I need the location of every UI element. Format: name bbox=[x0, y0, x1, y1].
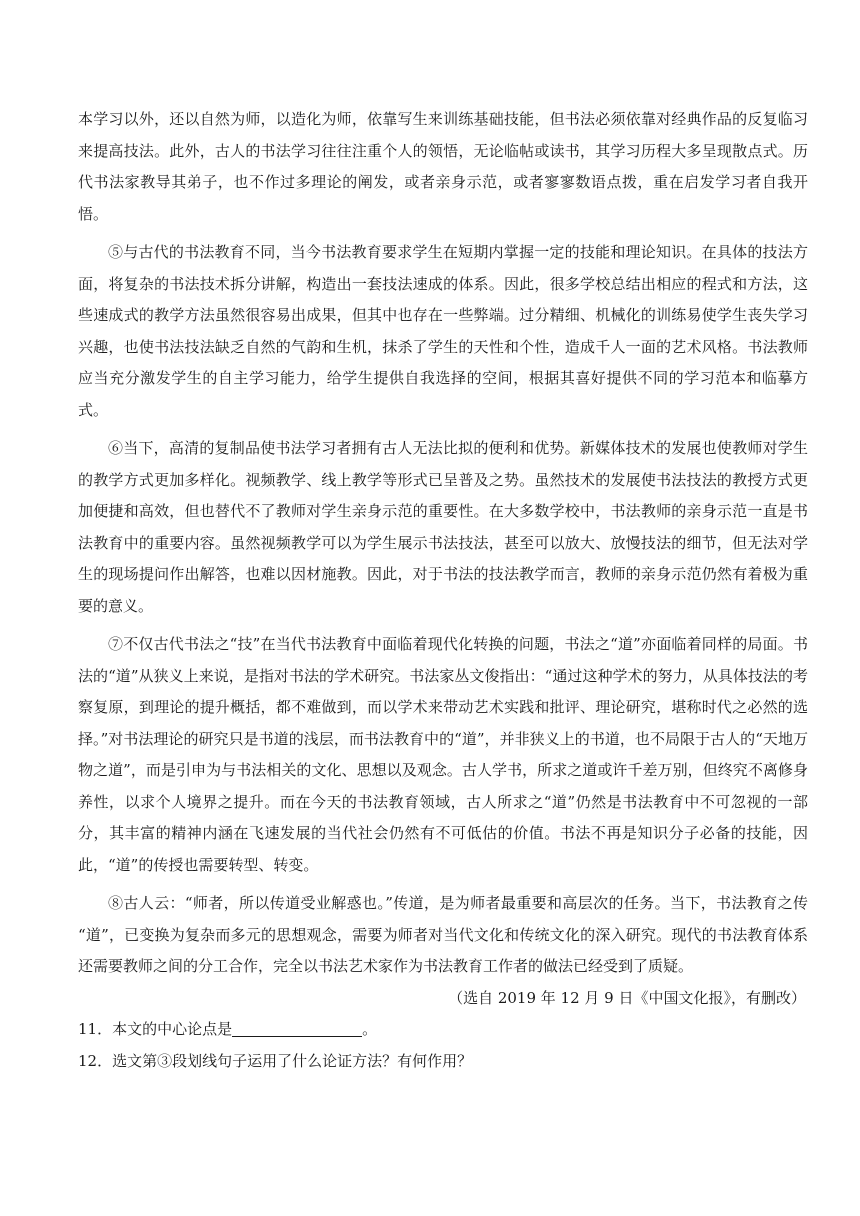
question-11-end: 。 bbox=[362, 1020, 378, 1038]
paragraph-7: ⑦不仅古代书法之“技”在当代书法教育中面临着现代化转换的问题，书法之“道”亦面临着同样的局面。书法的“道”从狭义上来说，是指对书法的学术研究。书法家丛文俊指出：“通过这种学术的努力，从具体技法的考察复原，到理论的提升概括，都不难做到，而以学术来带动艺术实践和批评、理论研究，堪称时代之必然的选择。”对书法理论的研究只是书道的浅层，而书法教育中的“道”，并非狭义上的书道，也不局限于古人的“天地万物之道”，而是引申为与书法相关的文化、思想以及观念。古人学书，所求之道或许千差万别，但终究不离修身养性，以求个人境界之提升。而在今天的书法教育领域，古人所求之“道”仍然是书法教育中不可忽视的一部分，其丰富的精神内涵在飞速发展的当代社会仍然有不可低估的价值。书法不再是知识分子必备的技能，因此，“道”的传授也需要转型、转变。 bbox=[78, 635, 808, 874]
paragraph-6: ⑥当下，高清的复制品使书法学习者拥有古人无法比拟的便利和优势。新媒体技术的发展也使教师对学生的教学方式更加多样化。视频教学、线上教学等形式已呈普及之势。虽然技术的发展使书法技法的教授方式更加便捷和高效，但也替代不了教师对学生亲身示范的重要性。在大多数学校中，书法教师的亲身示范一直是书法教育中的重要内容。虽然视频教学可以为学生展示书法技法，甚至可以放大、放慢技法的细节，但无法对学生的现场提问作出解答，也难以因材施教。因此，对于书法的技法教学而言，教师的亲身示范仍然有着极为重要的意义。 bbox=[78, 439, 808, 615]
source-citation: （选自 2019 年 12 月 9 日《中国文化报》，有删改） bbox=[448, 988, 806, 1007]
question-11 bbox=[78, 1014, 808, 1046]
paragraph-5: ⑤与古代的书法教育不同，当今书法教育要求学生在短期内掌握一定的技能和理论知识。在具体的技法方面，将复杂的书法技术拆分讲解，构造出一套技法速成的体系。因此，很多学校总结出相应的程式和方法，这些速成式的教学方法虽然很容易出成果，但其中也存在一些弊端。过分精细、机械化的训练易使学生丧失学习兴趣，也使书法技法缺乏自然的气韵和生机，抹杀了学生的天性和个性，造成千人一面的艺术风格。书法教师应当充分激发学生的自主学习能力，给学生提供自我选择的空间，根据其喜好提供不同的学习范本和临摹方式。 bbox=[78, 243, 808, 419]
answer-blank[interactable] bbox=[232, 1018, 362, 1037]
question-12: 12．选文第③段划线句子运用了什么论证方法？有何作用？ bbox=[78, 1051, 473, 1070]
paragraph-continued: 本学习以外，还以自然为师，以造化为师，依靠写生来训练基础技能，但书法必须依靠对经典作品的反复临习来提高技法。此外，古人的书法学习往往注重个人的领悟，无论临帖或读书，其学习历程大多呈现散点式。历代书法家教导其弟子，也不作过多理论的阐发，或者亲身示范，或者寥寥数语点拨，重在启发学习者自我开悟。 bbox=[78, 110, 808, 223]
document-page bbox=[78, 104, 808, 1077]
paragraph-8: ⑧古人云：“师者，所以传道受业解惑也。”传道，是为师者最重要和高层次的任务。当下，书法教育之传 “道”，已变换为复杂而多元的思想观念，需要为师者对当代文化和传统文化的深入研究。现代的书法教育体系还需要教师之间的分工合作，完全以书法艺术家作为书法教育工作者的做法已经受到了质疑。 bbox=[78, 894, 808, 975]
question-11-text: 11．本文的中心论点是 bbox=[78, 1020, 233, 1038]
